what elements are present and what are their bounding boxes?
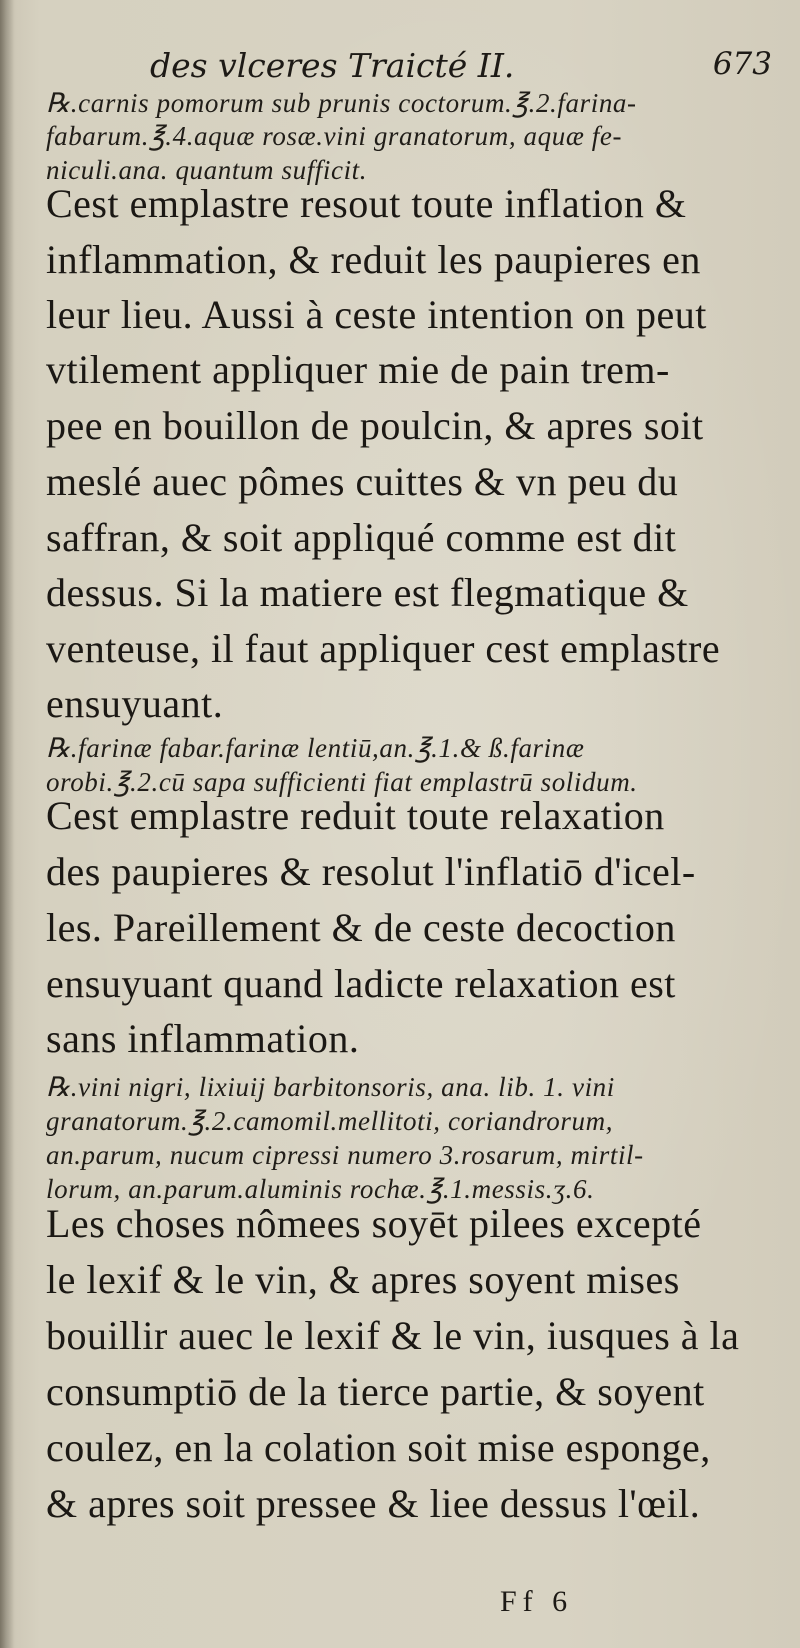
recipe-line: ℞.carnis pomorum sub prunis coctorum.℥.2.farina- — [46, 88, 637, 118]
text-line: & apres soit pressee & liee dessus l'œil. — [46, 1481, 701, 1526]
text-line: Les choses nômees soyēt pilees excepté — [46, 1201, 702, 1246]
text-line: ensuyuant quand ladicte relaxation est — [46, 961, 676, 1006]
text-line: leur lieu. Aussi à ceste intention on peut — [46, 292, 707, 337]
text-line: ensuyuant. — [46, 681, 224, 726]
text-line: le lexif & le vin, & apres soyent mises — [46, 1257, 680, 1302]
text-line: Cest emplastre reduit toute relaxation — [46, 793, 665, 838]
page-header — [150, 40, 780, 90]
recipe-line: ℞.farinæ fabar.farinæ lentiū,an.℥.1.& ß.farinæ — [46, 733, 585, 763]
text-line: venteuse, il faut appliquer cest emplastre — [46, 626, 721, 671]
running-title: des vlceres Traicté II. — [150, 46, 515, 85]
recipe-line: niculi.ana. quantum sufficit. — [46, 155, 368, 185]
text-line: consumptiō de la tierce partie, & soyent — [46, 1369, 705, 1414]
signature-mark: Ff 6 — [500, 1585, 574, 1618]
recipe-line: lorum, an.parum.aluminis rochæ.℥.1.messis.ʒ.6. — [46, 1174, 595, 1204]
text-line: coulez, en la colation soit mise esponge, — [46, 1425, 711, 1470]
text-line: les. Pareillement & de ceste decoction — [46, 905, 676, 950]
text-line: saffran, & soit appliqué comme est dit — [46, 515, 677, 560]
page-gutter-shadow — [0, 0, 14, 1648]
text-line: dessus. Si la matiere est flegmatique & — [46, 570, 689, 615]
text-line: Cest emplastre resout toute inflation & — [46, 181, 687, 226]
recipe-line: an.parum, nucum cipressi numero 3.rosarum, mirtil- — [46, 1140, 644, 1170]
text-line: sans inflammation. — [46, 1016, 360, 1061]
text-line: pee en bouillon de poulcin, & apres soit — [46, 403, 704, 448]
text-line: bouillir auec le lexif & le vin, iusques à la — [46, 1313, 740, 1358]
recipe-line: ℞.vini nigri, lixiuij barbitonsoris, ana. lib. 1. vini — [46, 1072, 615, 1102]
text-line: des paupieres & resolut l'inflatiō d'icel- — [46, 849, 696, 894]
page-number: 673 — [712, 46, 772, 82]
recipe-line: granatorum.℥.2.camomil.mellitoti, coriandrorum, — [46, 1106, 614, 1136]
recipe-line: fabarum.℥.4.aquæ rosæ.vini granatorum, aquæ fe- — [46, 121, 623, 151]
text-line: meslé auec pômes cuittes & vn peu du — [46, 459, 679, 504]
text-line: vtilement appliquer mie de pain trem- — [46, 347, 670, 392]
recipe-line: orobi.℥.2.cū sapa sufficienti fiat emplastrū solidum. — [46, 767, 638, 797]
text-line: inflammation, & reduit les paupieres en — [46, 237, 701, 282]
